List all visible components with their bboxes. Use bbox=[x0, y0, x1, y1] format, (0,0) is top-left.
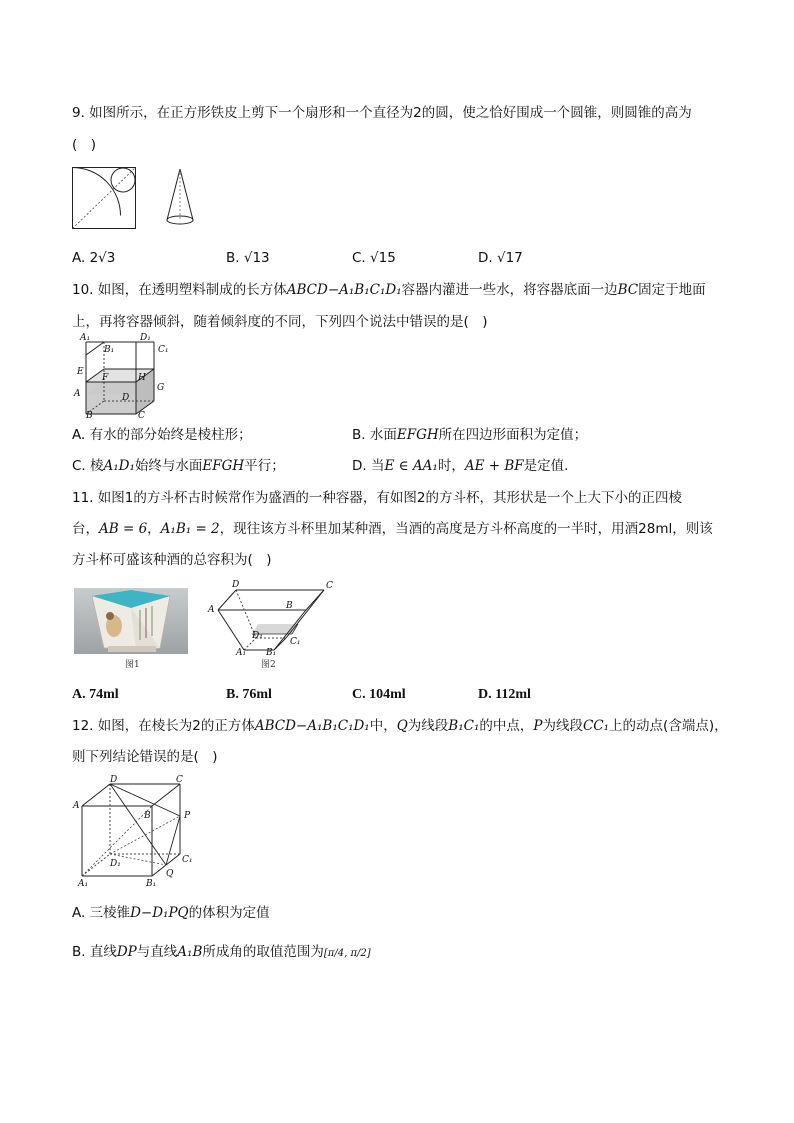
q12-label: A₁ bbox=[78, 879, 89, 889]
q10-box-figure bbox=[72, 334, 172, 420]
q12-opt-text: 的体积为定值 bbox=[188, 905, 270, 921]
q10-opt-math: A₁D₁ bbox=[103, 458, 135, 474]
q10-label: F bbox=[102, 373, 109, 383]
q9-cone-figure bbox=[164, 167, 196, 229]
q10-math-box: ABCD−A₁B₁C₁D₁ bbox=[286, 282, 402, 298]
q11-label: C bbox=[326, 581, 333, 591]
q9-option-d[interactable]: D. √17 bbox=[478, 250, 523, 266]
q10-label: A₁ bbox=[80, 333, 91, 343]
q10-label: C₁ bbox=[158, 345, 169, 355]
q12-opt-text: A. 三棱锥 bbox=[72, 905, 131, 921]
q9-stem-line1: 9. 如图所示，在正方形铁皮上剪下一个扇形和一个直径为2的圆，使之恰好围成一个圆锥，则圆锥的高为 bbox=[72, 105, 692, 121]
q12-text: 12. 如图，在棱长为2的正方体 bbox=[72, 718, 255, 734]
q12-math: B₁C₁ bbox=[448, 718, 480, 734]
q12-label: P bbox=[184, 811, 191, 821]
q10-option-a[interactable]: A. 有水的部分始终是棱柱形； bbox=[72, 427, 252, 443]
q9-option-c[interactable]: C. √15 bbox=[352, 250, 396, 266]
q10-math-edge: BC bbox=[617, 282, 639, 298]
q10-opt-text: 始终与水面 bbox=[134, 458, 203, 474]
figure1-caption: 图1 bbox=[125, 660, 140, 670]
q10-opt-math: EFGH bbox=[396, 427, 439, 443]
q11-option-b[interactable]: B. 76ml bbox=[226, 687, 272, 702]
q12-math: Q bbox=[396, 718, 408, 734]
q12-math: P bbox=[533, 718, 543, 734]
q10-text: 容器内灌进一些水，将容器底面一边 bbox=[401, 282, 618, 298]
q12-label: D₁ bbox=[110, 859, 121, 869]
q10-opt-text: 是定值. bbox=[523, 458, 569, 474]
q10-opt-text: 所在四边形面积为定值； bbox=[438, 427, 588, 443]
q10-label: D bbox=[122, 393, 130, 403]
q10-opt-math: EFGH bbox=[202, 458, 245, 474]
q12-option-a[interactable] bbox=[72, 904, 270, 922]
q11-stem-line2 bbox=[72, 520, 713, 538]
q9-option-b[interactable]: B. √13 bbox=[226, 250, 270, 266]
q12-math: ABCD−A₁B₁C₁D₁ bbox=[254, 718, 370, 734]
q11-text: 台， bbox=[72, 521, 99, 537]
q11-option-a[interactable]: A. 74ml bbox=[72, 687, 119, 702]
q10-label: B bbox=[86, 411, 93, 421]
q9-option-a[interactable]: A. 2√3 bbox=[72, 250, 116, 266]
q12-text: 上的动点(含端点)， bbox=[609, 718, 728, 734]
q12-opt-math: [π/4, π/2] bbox=[323, 948, 371, 959]
q12-opt-text: 与直线 bbox=[136, 944, 178, 960]
q9-square-figure bbox=[72, 167, 136, 229]
q11-stem-line1: 11. 如图1的方斗杯古时候常作为盛酒的一种容器，有如图2的方斗杯，其形状是一个上大下小的正四棱 bbox=[72, 490, 682, 506]
q10-option-b[interactable] bbox=[352, 426, 587, 444]
q12-opt-math: D−D₁PQ bbox=[130, 905, 189, 921]
q12-opt-math: DP bbox=[116, 944, 137, 960]
q12-opt-text: 所成角的取值范围为 bbox=[202, 944, 324, 960]
q11-label: A bbox=[208, 605, 215, 615]
q11-option-c[interactable]: C. 104ml bbox=[352, 687, 406, 702]
q12-stem-line2: 则下列结论错误的是( ) bbox=[72, 749, 218, 765]
q10-label: A bbox=[74, 389, 81, 399]
q10-text: 10. 如图，在透明塑料制成的长方体 bbox=[72, 282, 287, 298]
q11-label: B₁ bbox=[266, 648, 277, 658]
q12-option-b[interactable] bbox=[72, 943, 371, 963]
q10-opt-text: B. 水面 bbox=[352, 427, 397, 443]
q12-opt-math: A₁B bbox=[177, 944, 203, 960]
q12-opt-text: B. 直线 bbox=[72, 944, 117, 960]
q12-label: D bbox=[110, 775, 118, 785]
q12-text: 中， bbox=[369, 718, 397, 734]
q10-opt-text: 时， bbox=[437, 458, 465, 474]
q11-label: A₁ bbox=[236, 648, 247, 658]
q12-label: B bbox=[144, 811, 151, 821]
q11-math: AB = 6 bbox=[99, 521, 148, 537]
q10-opt-math: AE + BF bbox=[464, 458, 524, 474]
q12-stem-line1 bbox=[72, 717, 728, 735]
q11-option-d[interactable]: D. 112ml bbox=[478, 687, 531, 702]
q11-math: A₁B₁ = 2 bbox=[160, 521, 220, 537]
q11-frustum-figure bbox=[206, 582, 336, 656]
q12-cube-figure bbox=[72, 776, 196, 888]
q12-text: 为线段 bbox=[542, 718, 583, 734]
q10-opt-math: E ∈ AA₁ bbox=[384, 458, 438, 474]
q10-opt-text: 平行； bbox=[244, 458, 285, 474]
q12-math: CC₁ bbox=[582, 718, 610, 734]
q11-label: C₁ bbox=[290, 637, 301, 647]
q12-text: 为线段 bbox=[407, 718, 449, 734]
q12-label: B₁ bbox=[146, 879, 157, 889]
q10-option-c[interactable] bbox=[72, 457, 285, 475]
q10-label: G bbox=[157, 383, 165, 393]
q12-label: C bbox=[176, 775, 183, 785]
q11-text: ，现往该方斗杯里加某种酒，当酒的高度是方斗杯高度的一半时，用酒28ml，则该 bbox=[219, 521, 713, 537]
q10-stem-line1 bbox=[72, 281, 706, 299]
q10-stem-line2: 上，再将容器倾斜，随着倾斜度的不同，下列四个说法中错误的是( ) bbox=[72, 314, 488, 330]
q10-label: E bbox=[77, 367, 84, 377]
q10-option-d[interactable] bbox=[352, 457, 568, 475]
q12-label: C₁ bbox=[182, 855, 193, 865]
q11-text: ， bbox=[147, 521, 161, 537]
figure2-caption: 图2 bbox=[261, 660, 276, 670]
q12-text: 的中点， bbox=[479, 718, 534, 734]
q12-label: A bbox=[73, 801, 80, 811]
q11-label: D bbox=[232, 580, 240, 590]
wine-cup-photo bbox=[74, 588, 188, 654]
q10-label: C bbox=[138, 411, 145, 421]
q10-label: B₁ bbox=[104, 345, 115, 355]
q10-label: D₁ bbox=[140, 333, 151, 343]
q9-stem-line2: ( ) bbox=[72, 137, 97, 153]
q11-label: B bbox=[286, 601, 293, 611]
q12-label: Q bbox=[166, 869, 174, 879]
q10-opt-text: D. 当 bbox=[352, 458, 385, 474]
q11-stem-line3: 方斗杯可盛该种酒的总容积为( ) bbox=[72, 552, 272, 568]
q10-label: H bbox=[138, 373, 146, 383]
q10-text: 固定于地面 bbox=[638, 282, 706, 298]
q11-label: D₁ bbox=[252, 631, 263, 641]
q10-opt-text: C. 棱 bbox=[72, 458, 104, 474]
